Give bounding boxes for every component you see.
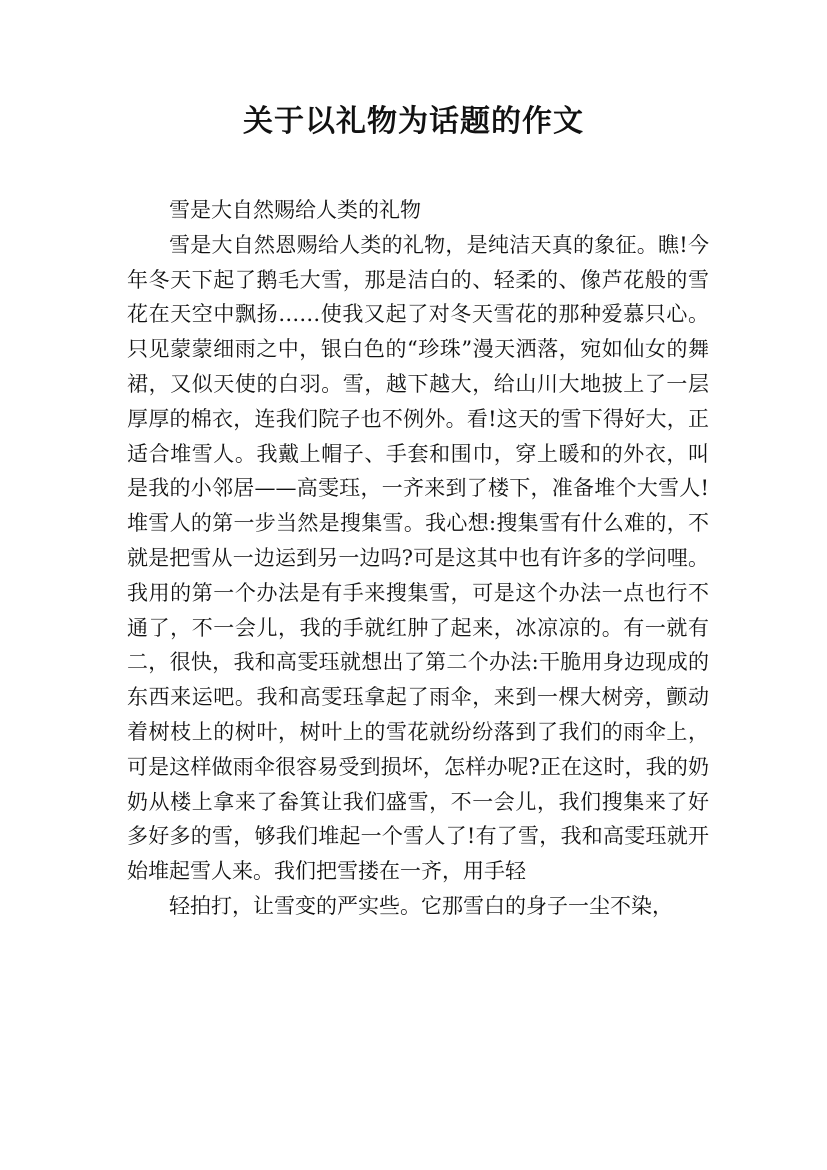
essay-body (127, 193, 709, 924)
essay-subtitle: 雪是大自然赐给人类的礼物 (169, 198, 421, 222)
essay-paragraph: 雪是大自然恩赐给人类的礼物，是纯洁天真的象征。瞧!今年冬天下起了鹅毛大雪，那是洁白的、轻柔的、像芦花般的雪花在天空中飘扬……使我又起了对冬天雪花的那种爱慕只心。只见蒙蒙细雨之中，银白色的“珍珠”漫天洒落，宛如仙女的舞裙，又似天使的白羽。雪，越下越大，给山川大地披上了一层厚厚的棉衣，连我们院子也不例外。看!这天的雪下得好大，正适合堆雪人。我戴上帽子、手套和围巾，穿上暖和的外衣，叫是我的小邻居——高雯珏，一齐来到了楼下，准备堆个大雪人!堆雪人的第一步当然是搜集雪。我心想:搜集雪有什么难的，不就是把雪从一边运到另一边吗?可是这其中也有许多的学问哩。我用的第一个办法是有手来搜集雪，可是这个办法一点也行不通了，不一会儿，我的手就红肿了起来，冰凉凉的。有一就有二，很快，我和高雯珏就想出了第二个办法:干脆用身边现成的东西来运吧。我和高雯珏拿起了雨伞，来到一棵大树旁，颤动着树枝上的树叶，树叶上的雪花就纷纷落到了我们的雨伞上，可是这样做雨伞很容易受到损坏，怎样办呢?正在这时，我的奶奶从楼上拿来了畚箕让我们盛雪，不一会儿，我们搜集来了好多好多的雪，够我们堆起一个雪人了!有了雪，我和高雯珏就开始堆起雪人来。我们把雪搂在一齐，用手轻 (127, 232, 709, 884)
essay-paragraph: 轻拍打，让雪变的严实些。它那雪白的身子一尘不染， (169, 893, 673, 918)
page-title: 关于以礼物为话题的作文 (243, 104, 584, 139)
